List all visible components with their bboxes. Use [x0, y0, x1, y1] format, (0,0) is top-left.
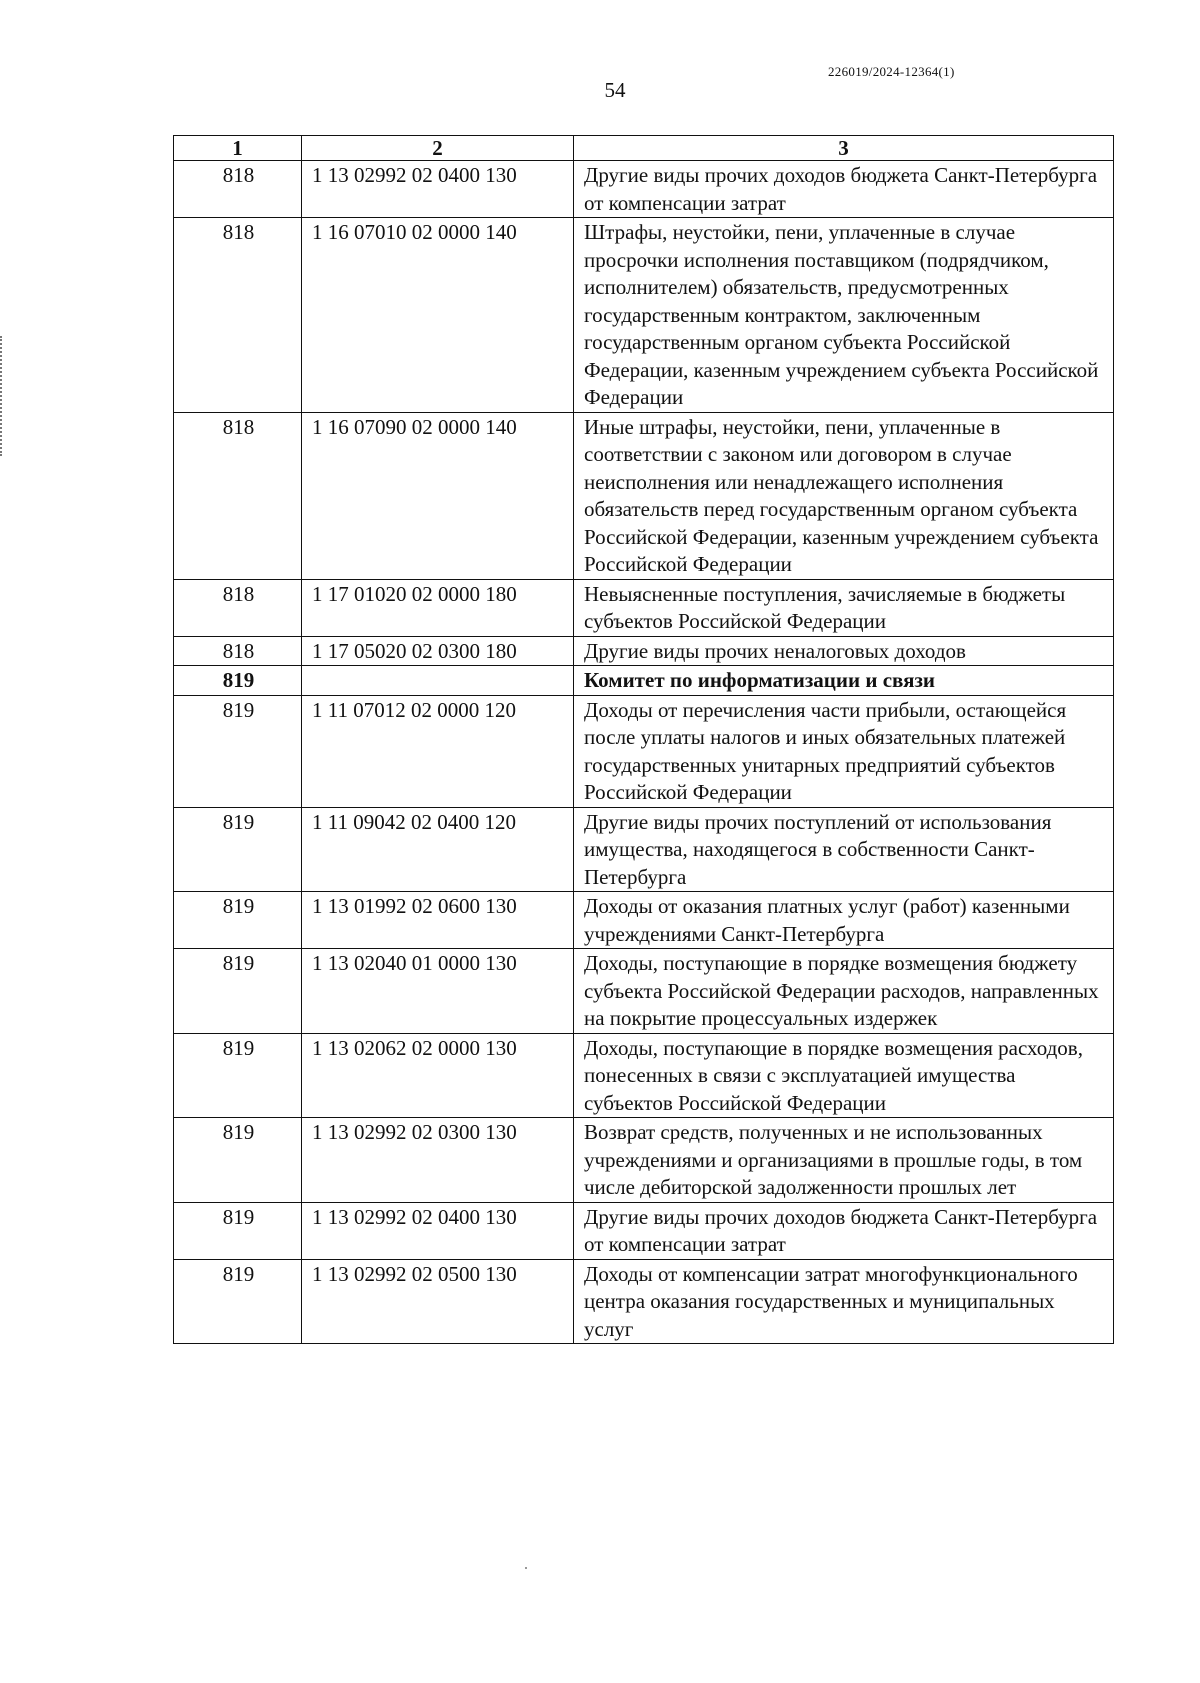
- page-number-text: 54: [604, 78, 626, 102]
- revenue-code-cell: 1 16 07010 02 0000 140: [302, 218, 574, 413]
- table-row: [174, 579, 1114, 636]
- revenue-code-cell: 1 13 02992 02 0400 130: [302, 161, 574, 218]
- revenue-code-cell: 1 13 02040 01 0000 130: [302, 949, 574, 1034]
- revenue-name-cell: Доходы, поступающие в порядке возмещения расходов, понесенных в связи с эксплуатацией имущества субъектов Российской Федерации: [574, 1033, 1114, 1118]
- revenue-name-cell: Другие виды прочих доходов бюджета Санкт-Петербурга от компенсации затрат: [574, 161, 1114, 218]
- table-row: [174, 1033, 1114, 1118]
- revenue-name-cell: Доходы от оказания платных услуг (работ) казенными учреждениями Санкт-Петербурга: [574, 892, 1114, 949]
- admin-code-cell: 819: [174, 1118, 302, 1203]
- revenue-name-cell: Возврат средств, полученных и не использованных учреждениями и организациями в прошлые годы, в том числе дебиторской задолженности прошлых лет: [574, 1118, 1114, 1203]
- table-header-row: [174, 136, 1114, 161]
- column-header-2: 2: [302, 136, 574, 161]
- revenue-name-cell: Доходы от компенсации затрат многофункционального центра оказания государственных и муниципальных услуг: [574, 1259, 1114, 1344]
- table-row: [174, 949, 1114, 1034]
- table-row: [174, 1118, 1114, 1203]
- revenue-name-cell: Иные штрафы, неустойки, пени, уплаченные в соответствии с законом или договором в случае неисполнения или ненадлежащего исполнения обязательств перед государственным органом субъекта Российской Федерации, казенным учреждением субъекта Российской Федерации: [574, 412, 1114, 579]
- revenue-name-cell: Доходы от перечисления части прибыли, остающейся после уплаты налогов и иных обязательных платежей государственных унитарных предприятий субъектов Российской Федерации: [574, 695, 1114, 807]
- table-row: [174, 807, 1114, 892]
- revenue-name-cell: Невыясненные поступления, зачисляемые в бюджеты субъектов Российской Федерации: [574, 579, 1114, 636]
- admin-code-cell: 818: [174, 218, 302, 413]
- admin-code-cell: 818: [174, 161, 302, 218]
- admin-code-cell: 819: [174, 949, 302, 1034]
- revenue-codes-table: [173, 135, 1114, 1344]
- revenue-code-cell: 1 13 02992 02 0300 130: [302, 1118, 574, 1203]
- column-header-3: 3: [574, 136, 1114, 161]
- scan-edge-mark: [0, 336, 4, 456]
- admin-code-cell: 818: [174, 412, 302, 579]
- table-row: [174, 892, 1114, 949]
- revenue-code-cell: 1 13 01992 02 0600 130: [302, 892, 574, 949]
- admin-code-cell: 818: [174, 579, 302, 636]
- admin-code-cell: 819: [174, 892, 302, 949]
- table-row: [174, 412, 1114, 579]
- revenue-name-cell: Другие виды прочих поступлений от использования имущества, находящегося в собственности Санкт-Петербурга: [574, 807, 1114, 892]
- admin-code-cell: 819: [174, 807, 302, 892]
- revenue-code-cell: 1 13 02992 02 0400 130: [302, 1202, 574, 1259]
- revenue-name-cell: Другие виды прочих неналоговых доходов: [574, 636, 1114, 666]
- revenue-name-cell: Доходы, поступающие в порядке возмещения бюджету субъекта Российской Федерации расходов, направленных на покрытие процессуальных издержек: [574, 949, 1114, 1034]
- revenue-code-cell: 1 17 05020 02 0300 180: [302, 636, 574, 666]
- admin-code-cell: 819: [174, 1202, 302, 1259]
- admin-code-cell: 819: [174, 666, 302, 696]
- table-row: [174, 695, 1114, 807]
- admin-code-cell: 818: [174, 636, 302, 666]
- table-row: [174, 1202, 1114, 1259]
- table-row: [174, 1259, 1114, 1344]
- column-header-1: 1: [174, 136, 302, 161]
- revenue-name-cell: Штрафы, неустойки, пени, уплаченные в случае просрочки исполнения поставщиком (подрядчиком, исполнителем) обязательств, предусмотренных государственным контрактом, заключенным государственным органом субъекта Российской Федерации, казенным учреждением субъекта Российской Федерации: [574, 218, 1114, 413]
- admin-code-cell: 819: [174, 1033, 302, 1118]
- table-body: [174, 161, 1114, 1344]
- table-row: [174, 161, 1114, 218]
- page-number: [0, 78, 1200, 103]
- revenue-name-cell: Комитет по информатизации и связи: [574, 666, 1114, 696]
- table-row: [174, 636, 1114, 666]
- admin-code-cell: 819: [174, 695, 302, 807]
- revenue-code-cell: 1 13 02062 02 0000 130: [302, 1033, 574, 1118]
- revenue-code-cell: 1 16 07090 02 0000 140: [302, 412, 574, 579]
- revenue-code-cell: 1 11 07012 02 0000 120: [302, 695, 574, 807]
- revenue-name-cell: Другие виды прочих доходов бюджета Санкт-Петербурга от компенсации затрат: [574, 1202, 1114, 1259]
- revenue-code-cell: 1 17 01020 02 0000 180: [302, 579, 574, 636]
- table-row: [174, 218, 1114, 413]
- scan-dot: [525, 1567, 527, 1569]
- revenue-code-cell: [302, 666, 574, 696]
- revenue-code-cell: 1 11 09042 02 0400 120: [302, 807, 574, 892]
- section-row: [174, 666, 1114, 696]
- document-id: 226019/2024-12364(1): [828, 64, 955, 79]
- revenue-code-cell: 1 13 02992 02 0500 130: [302, 1259, 574, 1344]
- admin-code-cell: 819: [174, 1259, 302, 1344]
